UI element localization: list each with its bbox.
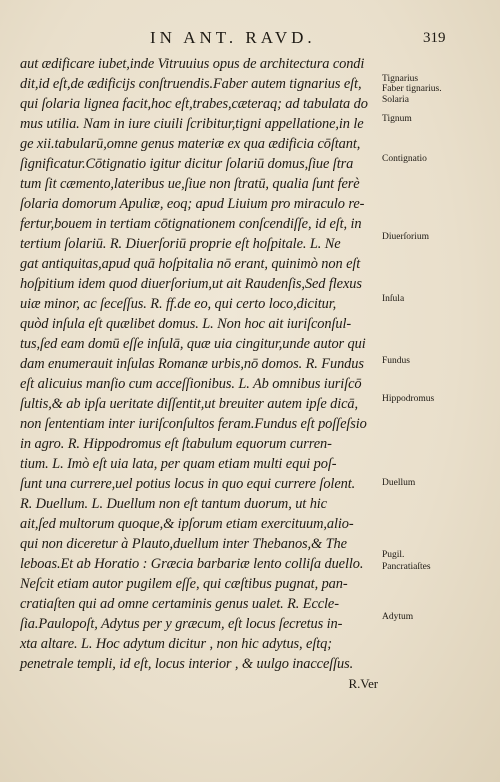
page-number: 319 (423, 30, 446, 46)
text-line: eſt alicuius manſio cum acceſſionibus. L. Ab omnibus iuriſcō (20, 376, 362, 392)
text-line: xta altare. L. Hoc adytum dicitur , non hic adytus, eſtq; (20, 636, 332, 652)
catchword: R.Ver (348, 676, 378, 691)
marginal-note: Fundus (382, 356, 410, 366)
text-line: dit,id eſt,de ædificijs conſtruendis.Faber autem tignarius eſt, (20, 76, 362, 92)
text-line: gat antiquitas,apud quā hoſpitalia nō erant, quinimò non eſt (20, 256, 361, 272)
marginal-note: Pugil. (382, 550, 405, 560)
marginal-note: Diuerſorium (382, 232, 429, 242)
marginal-note: Contignatio (382, 154, 427, 164)
text-line: tertium ſolariū. R. Diuerſoriū proprie eſt hoſpitale. L. Ne (20, 236, 341, 252)
text-line: ſignificatur.Cōtignatio igitur dicitur ſolariū domus,ſiue ſtra (20, 156, 354, 172)
page-header (0, 28, 500, 50)
text-line: dam enumerauit inſulas Romanæ urbis,nō domos. R. Fundus (20, 356, 364, 372)
marginal-note: Hippodromus (382, 394, 435, 404)
marginal-note: Duellum (382, 478, 416, 488)
text-line: quòd inſula eſt quælibet domus. L. Non hoc ait iuriſconſul- (20, 316, 352, 332)
text-line: ſia.Paulopoſt, Adytus per y græcum, eſt locus ſecretus in- (20, 616, 343, 632)
text-line: tus,ſed eam domū eſſe inſulā, quæ uia cingitur,unde autor qui (20, 336, 366, 352)
text-line: uiæ minor, ac ſeceſſus. R. ff.de eo, qui certo loco,dicitur, (20, 296, 337, 312)
text-line: Neſcit etiam autor pugilem eſſe, qui cæſtibus pugnat, pan- (20, 576, 348, 592)
text-line: penetrale templi, id eſt, locus interior , & uulgo inacceſſus. (20, 656, 354, 672)
text-line: in agro. R. Hippodromus eſt ſtabulum equorum curren- (20, 436, 332, 452)
marginal-note: Tignarius (382, 74, 419, 84)
marginal-note: Solaria (382, 95, 409, 105)
text-line: aut ædificare iubet,inde Vitruuius opus de architectura condi (20, 56, 365, 72)
marginal-note: Faber tignarius. (382, 84, 442, 94)
text-line: ſolaria domorum Apuliæ, eoq; apud Liuium pro miraculo re- (20, 196, 365, 212)
marginal-note: Tignum (382, 114, 412, 124)
text-line: ge xii.tabularū,omne genus materiæ ex qua ædificia cōſtant, (20, 136, 361, 152)
text-line: tum ſit cæmento,lateribus ue,ſiue non ſtratū, qualia ſunt ferè (20, 176, 360, 192)
running-head: IN ANT. RAVD. (150, 28, 316, 47)
marginal-note: Adytum (382, 612, 414, 622)
text-line: ait,ſed multorum quoque,& ipſorum etiam exercituum,alio- (20, 516, 354, 532)
text-line: qui non diceretur à Plauto,duellum inter Thebanos,& The (20, 536, 347, 552)
text-line: qui ſolaria lignea facit,hoc eſt,trabes,cæteraq; ad tabulata do (20, 96, 368, 112)
text-line: R. Duellum. L. Duellum non eſt tantum duorum, ut hic (20, 496, 327, 512)
text-line: cratiaſten qui ad omne certaminis genus ualet. R. Eccle- (20, 596, 339, 612)
marginal-note: Inſula (382, 294, 405, 304)
text-line: ſunt una currere,uel potius locus in quo equi currere ſolent. (20, 476, 356, 492)
text-line: fertur,bouem in tertiam cōtignationem conſcendiſſe, id eſt, in (20, 216, 362, 232)
text-line: mus utilia. Nam in iure ciuili ſcribitur,tigni appellatione,in le (20, 116, 364, 132)
marginal-note: Pancratiaſtes (382, 562, 431, 572)
text-line: hoſpitium idem quod diuerſorium,ut ait Raudenſis,Sed flexus (20, 276, 362, 292)
text-line: leboas.Et ab Horatio : Græcia barbariæ lento colliſa duello. (20, 556, 364, 572)
main-text-block (20, 54, 382, 694)
text-line: tium. L. Imò eſt uia lata, per quam etiam multi equi poſ- (20, 456, 337, 472)
text-line: ſultis,& ab ipſa ueritate diſſentit,ut breuiter autem ipſe dicā, (20, 396, 359, 412)
text-line: non ſententiam inter iuriſconſultos feram.Fundus eſt poſſeſsio (20, 416, 367, 432)
